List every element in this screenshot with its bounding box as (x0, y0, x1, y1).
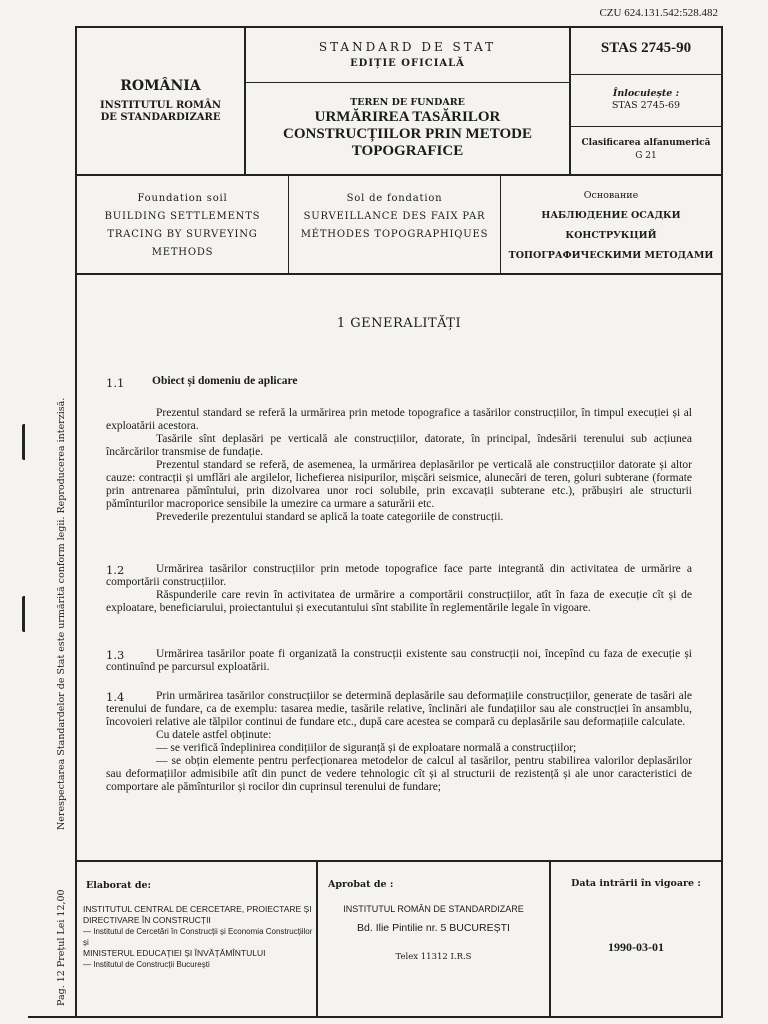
paragraph-7: Urmărirea tasărilor poate fi organizată la construcții existente sau construcții noi, începînd cu faza de execuție și continuînd pe parcursul exploatării. (106, 648, 692, 673)
effective-date-label: Data intrării în vigoare : (571, 878, 701, 889)
ru-line3: КОНСТРУКЦИЙ (565, 230, 657, 241)
paragraph-2: Tasările sînt deplasări pe verticală ale construcțiilor, datorate, în principal, îndesării terenului sub acțiunea încărcărilor transmise de fundație. (106, 433, 692, 458)
approved-by: INSTITUTUL ROMÂN DE STANDARDIZARE (343, 904, 524, 914)
en-line4: METHODS (151, 247, 214, 258)
english-title (77, 190, 288, 262)
edition: EDIȚIE OFICIALĂ (350, 58, 465, 69)
paragraph-9: Cu datele astfel obținute: (156, 729, 272, 741)
page-price: Pag. 12 Prețul Lei 12,00 (56, 889, 67, 1006)
paragraph-6: Răspunderile care revin în activitatea de urmărire a comportării construcțiilor, atît în faza de execuție cît și de exploatare, beneficiarului, proiectantului și executantului sînt stabilite în reglementările legale în vigoare. (106, 589, 692, 614)
domain: TEREN DE FUNDARE (350, 97, 465, 108)
paragraph-8: Prin urmărirea tasărilor construcțiilor se determină deplasările sau deformațiile construcțiilor, generate de tasări ale terenului de fundare, ca de exemplu: tasarea medie, tasările relative, înclinări ale fundațiilor sau ale construcției în ansamblu, încovoieri relative ale tălpilor continui de fundare etc., după care acestea se compară cu deplasările sau deformațiile calculate. (106, 690, 692, 728)
paragraph-3: Prezentul standard se referă, de asemenea, la urmărirea deplasărilor pe verticală ale construcțiilor datorate și altor cauze: contracții și umflări ale argilelor, lichefierea nisipurilor, mișcări seismice, alunecări de teren, goluri subterane (formate prin antrenarea pămîntului, prin dizolvarea unor roci solubile, prin excavații subterane etc.), prăbușiri ale structurii pămînturilor macroporice sensibile la umezire ca urmare a saturării etc. (106, 459, 692, 510)
elab-line2: — Institutul de Cercetări în Construcții și Economia Construcțiilor și (83, 927, 313, 947)
replaces-label: Înlocuiește : (612, 88, 680, 99)
paragraph (106, 648, 692, 674)
standard-label: STANDARD DE STAT (318, 40, 497, 54)
subsection-number-1-3: 1.3 (106, 648, 125, 662)
classification-label: Clasificarea alfanumerică (581, 138, 711, 148)
russian-title (501, 186, 721, 266)
country: ROMÂNIA (120, 78, 201, 94)
elab-line4: — Institutul de Construcții București (83, 960, 210, 969)
french-title (289, 190, 500, 244)
paragraph (106, 407, 692, 524)
stas-number: STAS 2745-90 (600, 40, 692, 56)
ru-line1: Основание (583, 190, 639, 201)
classification-code: CZU 624.131.542:528.482 (599, 7, 718, 19)
title-line2: CONSTRUCȚIILOR PRIN METODE (283, 126, 532, 142)
list-item-2: — se obțin elemente pentru perfecționarea metodelor de calcul al tasărilor, pentru stabilirea valorilor deplasărilor sau deformațiilor admisibile atît din punct de vedere tehnologic cît și al structurii de rezistență și ale unor caracteristici de comportare ale pămînturilor și rocilor din cuprinsul terenului de fundare; (106, 755, 692, 793)
frame-top (75, 26, 723, 28)
elab-line3: MINISTERUL EDUCAȚIEI ȘI ÎNVĂȚĂMÎNTULUI (83, 948, 266, 958)
approved-address: Bd. Ilie Pintilie nr. 5 BUCUREȘTI (357, 922, 510, 934)
elab-line1: INSTITUTUL CENTRAL DE CERCETARE, PROIECTARE ȘI DIRECTIVARE ÎN CONSTRUCȚII (83, 904, 312, 925)
classification-value: G 21 (635, 151, 657, 161)
fr-line2: SURVEILLANCE DES FAIX PAR (303, 211, 486, 222)
paragraph (106, 690, 692, 794)
frame-bottom (28, 1016, 723, 1018)
subsection-number-1-1: 1.1 (106, 376, 125, 390)
ru-line2: НАБЛЮДЕНИЕ ОСАДКИ (541, 210, 681, 221)
en-line1: Foundation soil (137, 193, 228, 204)
ru-line4: ТОПОГРАФИЧЕСКИМИ МЕТОДАМИ (508, 250, 714, 261)
subsection-title-1-1: Obiect și domeniu de aplicare (152, 375, 298, 387)
elaborated-by (83, 904, 313, 970)
replaces-value: STAS 2745-69 (611, 100, 681, 111)
title-line1: URMĂRIREA TASĂRILOR (314, 109, 501, 125)
paragraph-5: Urmărirea tasărilor construcțiilor prin metode topografice face parte integrantă din activitatea de urmărire a comportării construcțiilor. (106, 563, 692, 588)
approved-label: Aprobat de : (328, 879, 394, 890)
subsection-number-1-4: 1.4 (106, 690, 125, 704)
list-item-1: — se verifică îndeplinirea condițiilor de siguranță și de exploatare normală a construcțiilor; (156, 742, 577, 754)
paragraph-1: Prezentul standard se referă la urmărirea prin metode topografice a tasărilor construcțiilor, în timpul execuției și al exploatării acestora. (106, 407, 692, 432)
institute-line1: INSTITUTUL ROMÂN (100, 100, 221, 111)
effective-date: 1990-03-01 (608, 940, 664, 954)
margin-bracket (22, 424, 29, 460)
subsection-number-1-2: 1.2 (106, 563, 125, 577)
en-line3: TRACING BY SURVEYING (107, 229, 258, 240)
paragraph-4: Prevederile prezentului standard se aplică la toate categoriile de construcții. (156, 511, 504, 523)
institute-line2: DE STANDARDIZARE (100, 112, 221, 123)
title-line3: TOPOGRAFICE (351, 143, 464, 159)
telex: Telex 11312 I.R.S (395, 952, 472, 962)
margin-bracket (22, 596, 29, 632)
paragraph (106, 563, 692, 615)
en-line2: BUILDING SETTLEMENTS (104, 211, 261, 222)
fr-line1: Sol de fondation (346, 193, 443, 204)
legal-notice: Nerespectarea Standardelor de Stat este urmărită conform legii. Reproducerea interzisă. (56, 397, 67, 830)
elaborated-label: Elaborat de: (86, 880, 152, 891)
section-heading: 1 GENERALITĂȚI (336, 316, 462, 331)
fr-line3: MÉTHODES TOPOGRAPHIQUES (300, 229, 489, 240)
